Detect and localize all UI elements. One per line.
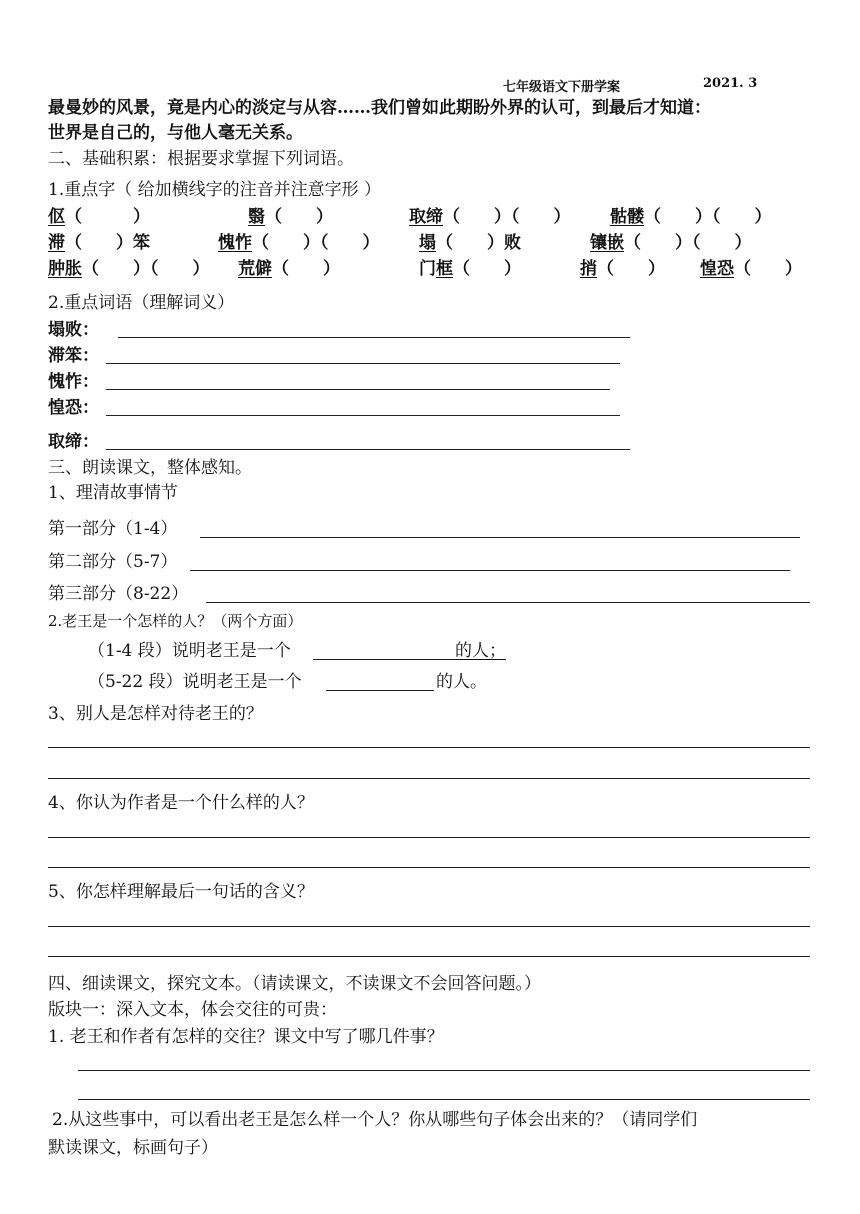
vocab-char: 翳 (248, 207, 265, 227)
vocab-char: 取缔 (409, 207, 443, 227)
answer-line[interactable] (326, 690, 434, 691)
answer-line[interactable] (106, 389, 610, 390)
section3-q5: 5、你怎样理解最后一句话的含义？ (48, 882, 314, 902)
answer-line[interactable] (106, 415, 620, 416)
vocab-item (419, 257, 521, 281)
vocab-item (218, 231, 380, 255)
vocab-blank[interactable]: （ ） (734, 259, 802, 279)
section3-q4: 4、你认为作者是一个什么样的人？ (48, 793, 314, 813)
vocab-item (48, 205, 150, 229)
answer-line[interactable] (48, 867, 810, 868)
answer-line[interactable] (48, 747, 810, 748)
section2-title: 二、基础积累：根据要求掌握下列词语。 (48, 149, 354, 169)
vocab-item (248, 205, 333, 229)
section4-title: 四、细读课文，探究文本。（请读课文，不读课文不会回答问题。） (48, 974, 541, 994)
vocab-char: 塌 (419, 233, 436, 253)
vocab-char: 框 (436, 259, 453, 279)
vocab-blank[interactable]: （ ）（ ） (252, 233, 380, 253)
answer-line[interactable] (106, 363, 620, 364)
vocab-char: 伛 (48, 207, 65, 227)
vocab-item (590, 231, 752, 255)
answer-line[interactable] (313, 659, 455, 660)
answer-line[interactable] (48, 956, 810, 957)
vocab-item (409, 205, 571, 229)
vocab-item (48, 257, 210, 281)
section4-q2-line2: 默读课文，标画句子） (48, 1138, 218, 1158)
word-label: 滞笨： (48, 346, 99, 366)
vocab-blank[interactable]: （ ）（ ） (443, 207, 571, 227)
vocab-char: 捎 (580, 259, 597, 279)
intro-line-1: 最曼妙的风景，竟是内心的淡定与从容……我们曾如此期盼外界的认可，到最后才知道： (48, 98, 711, 118)
answer-line[interactable] (78, 1099, 810, 1100)
vocab-blank[interactable]: （ ） (453, 259, 521, 279)
answer-line[interactable] (106, 449, 630, 450)
section4-q2-line1: 2.从这些事中，可以看出老王是怎么样一个人？你从哪些句子体会出来的？（请同学们 (52, 1110, 698, 1130)
word-label: 愧怍： (48, 372, 99, 392)
vocab-blank[interactable]: （ ） (265, 207, 333, 227)
vocab-char: 愧怍 (218, 233, 252, 253)
word-label: 塌败： (48, 320, 99, 340)
section3-q1: 1、理清故事情节 (48, 483, 178, 503)
section3-q3: 3、别人是怎样对待老王的？ (48, 704, 263, 724)
answer-line[interactable] (48, 778, 810, 779)
answer-line[interactable] (48, 837, 810, 838)
vocab-blank[interactable]: （ ）（ ） (624, 233, 752, 253)
vocab-item (419, 231, 521, 255)
word-label: 惶恐： (48, 398, 99, 418)
story-part: 第二部分（5-7） (48, 552, 178, 572)
vocab-blank[interactable]: （ ）败 (436, 233, 521, 253)
answer-line[interactable] (78, 1070, 810, 1071)
q2b-prefix: （5-22 段）说明老王是一个 (88, 672, 302, 692)
vocab-blank[interactable]: （ ） (272, 259, 340, 279)
q2a-suffix: 的人； (455, 641, 506, 661)
vocab-char: 荒僻 (238, 259, 272, 279)
section4-block: 版块一：深入文本，体会交往的可贵： (48, 1000, 337, 1020)
vocab-char: 骷髅 (610, 207, 644, 227)
vocab-char: 滞 (48, 233, 65, 253)
vocab-char: 镶嵌 (590, 233, 624, 253)
intro-line-2: 世界是自己的，与他人毫无关系。 (48, 123, 303, 143)
answer-line[interactable] (190, 570, 790, 571)
vocab-blank[interactable]: （ ） (597, 259, 665, 279)
story-part: 第一部分（1-4） (48, 519, 178, 539)
vocab-item (610, 205, 772, 229)
q2b-suffix: 的人。 (436, 672, 487, 692)
section3-q2: 2.老王是一个怎样的人？（两个方面） (48, 612, 303, 630)
answer-line[interactable] (206, 602, 810, 603)
vocab-blank[interactable]: （ ）（ ） (644, 207, 772, 227)
section4-q1: 1. 老王和作者有怎样的交往？课文中写了哪几件事？ (48, 1027, 444, 1047)
date-header: 2021. 3 (703, 76, 758, 91)
vocab-blank[interactable]: （ ）（ ） (82, 259, 210, 279)
vocab-item (700, 257, 802, 281)
vocab-char: 惶恐 (700, 259, 734, 279)
vocab-item (48, 231, 150, 255)
q2a-prefix: （1-4 段）说明老王是一个 (88, 641, 291, 661)
answer-line[interactable] (48, 926, 810, 927)
vocab-item (580, 257, 665, 281)
vocab-blank[interactable]: （ ）笨 (65, 233, 150, 253)
vocab-prefix: 门 (419, 259, 436, 279)
section2-q2: 2.重点词语（理解词义） (48, 293, 235, 313)
section3-title: 三、朗读课文，整体感知。 (48, 458, 252, 478)
section2-q1: 1.重点字（ 给加横线字的注音并注意字形 ） (48, 180, 382, 200)
vocab-blank[interactable]: （ ） (65, 207, 150, 227)
vocab-item (238, 257, 340, 281)
answer-line[interactable] (200, 537, 800, 538)
answer-line[interactable] (118, 337, 630, 338)
course-header: 七年级语文下册学案 (503, 80, 621, 95)
story-part: 第三部分（8-22） (48, 584, 189, 604)
word-label: 取缔： (48, 432, 99, 452)
vocab-char: 肿胀 (48, 259, 82, 279)
